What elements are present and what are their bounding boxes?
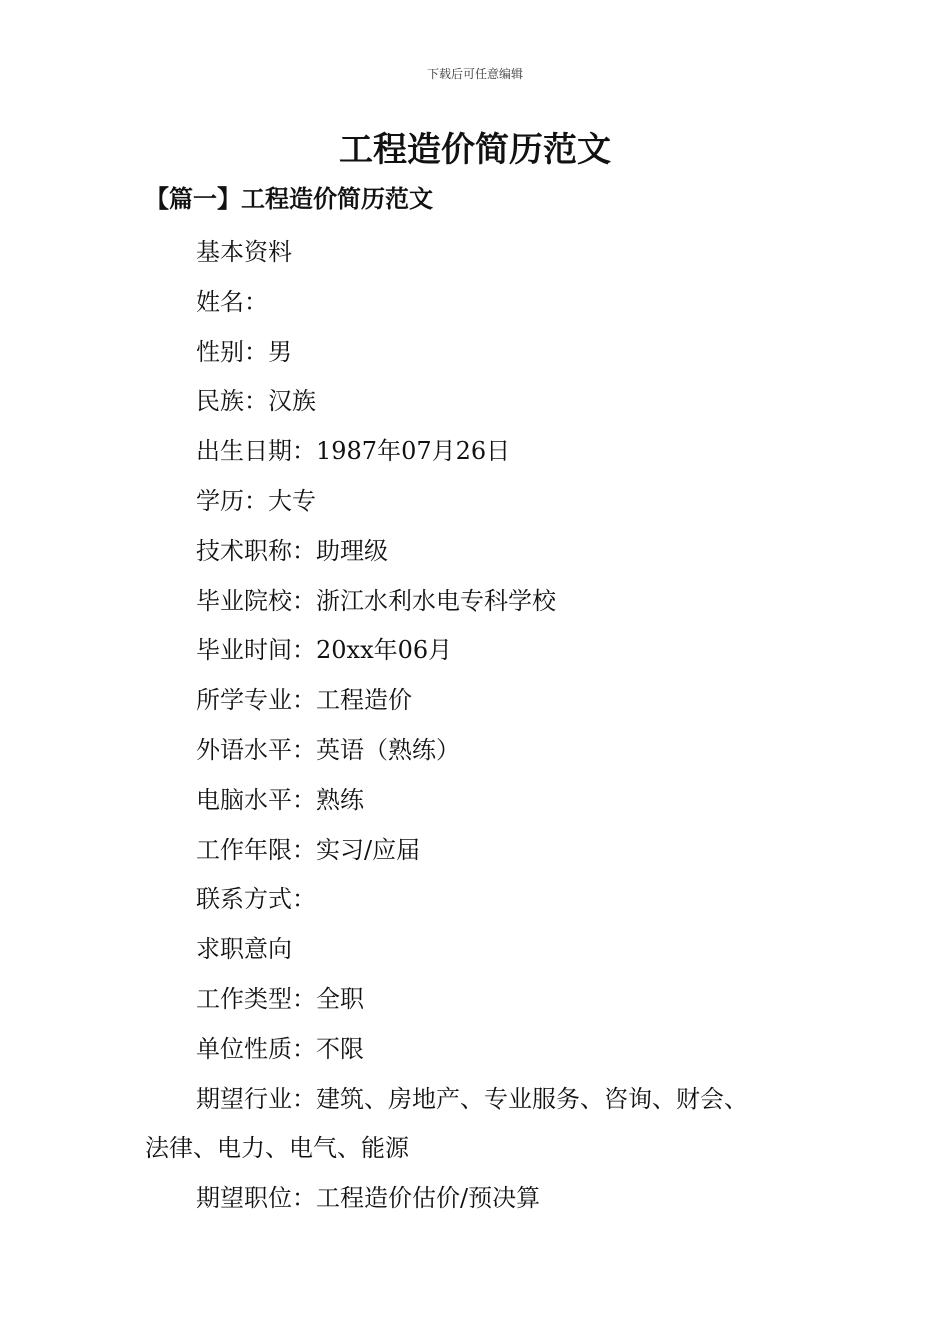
field-technical-title: 技术职称：助理级 [196,536,388,565]
field-ethnicity: 民族：汉族 [196,387,316,416]
field-contact: 联系方式： [196,885,316,914]
field-expected-position: 期望职位：工程造价估价/预决算 [196,1184,541,1213]
field-education: 学历：大专 [196,486,316,515]
field-company-type: 单位性质：不限 [196,1034,364,1063]
field-work-years: 工作年限：实习/应届 [196,835,421,864]
field-graduation-date: 毕业时间：20xx年06月 [196,636,453,665]
document-title: 工程造价简历范文 [339,130,611,170]
field-school: 毕业院校：浙江水利水电专科学校 [196,586,556,615]
field-name: 姓名： [196,287,268,316]
field-birth-date: 出生日期：1987年07月26日 [196,437,511,466]
basic-info-heading: 基本资料 [196,238,292,266]
field-job-type: 工作类型：全职 [196,984,364,1013]
resume-body [145,228,805,1224]
field-major: 所学专业：工程造价 [196,686,412,715]
field-expected-industry: 期望行业：建筑、房地产、专业服务、咨询、财会、 [196,1084,748,1113]
field-expected-industry-continued: 法律、电力、电气、能源 [145,1134,409,1163]
field-computer-skill: 电脑水平：熟练 [196,785,364,814]
section-heading: 【篇一】工程造价简历范文 [145,184,433,213]
field-foreign-language: 外语水平：英语（熟练） [196,735,460,764]
field-gender: 性别：男 [196,337,292,366]
job-intention-heading: 求职意向 [196,935,292,964]
page-header-note: 下载后可任意编辑 [426,67,523,81]
